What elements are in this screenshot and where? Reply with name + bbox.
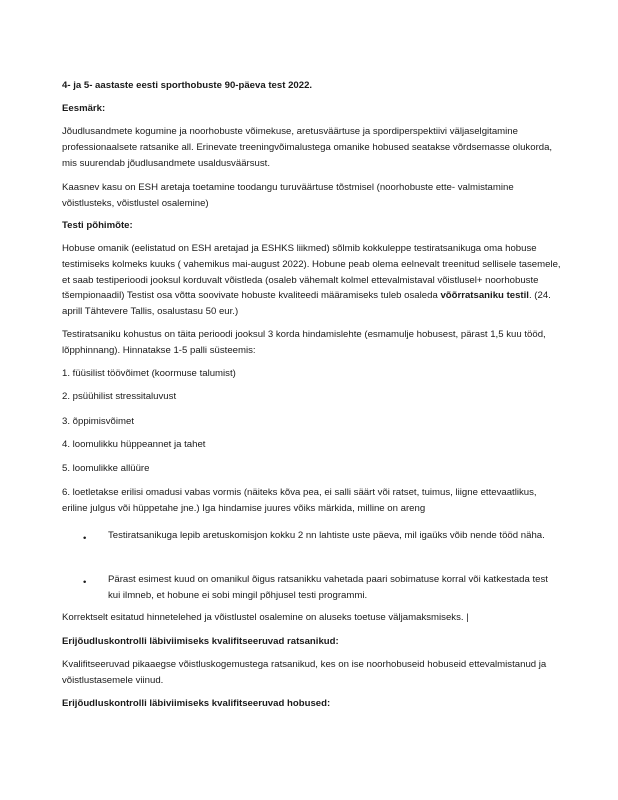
bullet-marker: • (83, 577, 87, 588)
bullet-item: Testiratsanikuga lepib aretuskomisjon kokku 2 nn lahtiste uste päeva, mil igaüks võib nende tööd näha. (108, 530, 545, 541)
goal-heading: Eesmärk: (62, 103, 106, 114)
rider-duty-paragraph: Testiratsaniku kohustus on täita perioodi jooksul 3 korda hindamislehte (esmamulje hobusest, pärast 1,5 kuu tööd, lõpphinnang). Hinnatakse 1-5 palli süsteemis: (62, 329, 546, 356)
criterion-item: 6. loetletakse erilisi omadusi vabas vormis (näiteks kõva pea, ei salli säärt või ratset, tuimus, liigne ettevaatlikus, eriline julgus või hüppetahe jne.) Iga hindamise juures võiks märkida, milline on areng (62, 487, 537, 514)
bullet-marker: • (83, 533, 87, 544)
principles-text-part: Hobuse omanik (eelistatud on ESH aretajad ja ESHKS liikmed) sõlmib kokkuleppe testiratsanikuga oma hobuse testimiseks kolmeks kuuks ( vahemikus mai-august 2022). Hobune peab olema eelnevalt treenitud sellisele tasemele, et saab testiperioodi jooksul korduvalt võistleda (osaleb vähemalt kolmel ettevalmistaval võistlusel+ noorhobuste tšempionaadil) Testist osa võtta soovivate hobuste kvaliteedi määramiseks tuleb osaleda (62, 243, 561, 302)
principles-text-part: . (24. aprill Tähtevere Tallis, osalustasu 50 eur.) (62, 290, 551, 318)
document-title: 4- ja 5- aastaste eesti sporthobuste 90-päeva test 2022. (62, 80, 313, 91)
side-benefit-paragraph: Kaasnev kasu on ESH aretaja toetamine toodangu turuväärtuse tõstmisel (noorhobuste ette- valmistamine võistlusteks, võistlustel osalemine) (62, 182, 514, 209)
criterion-item: 5. loomulikke allüüre (62, 463, 150, 474)
criterion-item: 1. füüsilist töövõimet (koormuse talumist) (62, 368, 236, 379)
principles-emphasis: võõrratsaniku testil (440, 290, 529, 302)
principles-paragraph (62, 241, 562, 320)
riders-heading: Erijõudluskontrolli läbiviimiseks kvalifitseeruvad ratsanikud: (62, 636, 339, 647)
criterion-item: 4. loomulikku hüppeannet ja tahet (62, 439, 206, 450)
criterion-item: 3. õppimisvõimet (62, 416, 134, 427)
text-cursor: | (466, 612, 469, 623)
goal-paragraph: Jõudlusandmete kogumine ja noorhobuste võimekuse, aretusväärtuse ja spordiperspektiivi väljaselgitamine professionaalsete ratsanike all. Erinevate treeningvõimalustega omanike hobused seatakse võrdsemasse olukorda, mis suurendab jõudlusandmete usaldusväärsust. (62, 126, 553, 169)
payment-note-text: Korrektselt esitatud hinnetelehed ja võistlustel osalemine on aluseks toetuse väljamaksmiseks. (62, 612, 464, 623)
payment-note (62, 610, 562, 626)
riders-paragraph: Kvalifitseeruvad pikaaegse võistluskogemustega ratsanikud, kes on ise noorhobuseid hobuseid ettevalmistanud ja võistlustasemele viinud. (62, 659, 547, 686)
principles-heading: Testi põhimõte: (62, 220, 133, 231)
horses-heading: Erijõudluskontrolli läbiviimiseks kvalifitseeruvad hobused: (62, 698, 331, 709)
bullet-item: Pärast esimest kuud on omanikul õigus ratsanikku vahetada paari sobimatuse korral või katkestada test kui ilmneb, et hobune ei sobi mingil põhjusel testi programmi. (108, 574, 548, 601)
criterion-item: 2. psüühilist stressitaluvust (62, 391, 177, 402)
